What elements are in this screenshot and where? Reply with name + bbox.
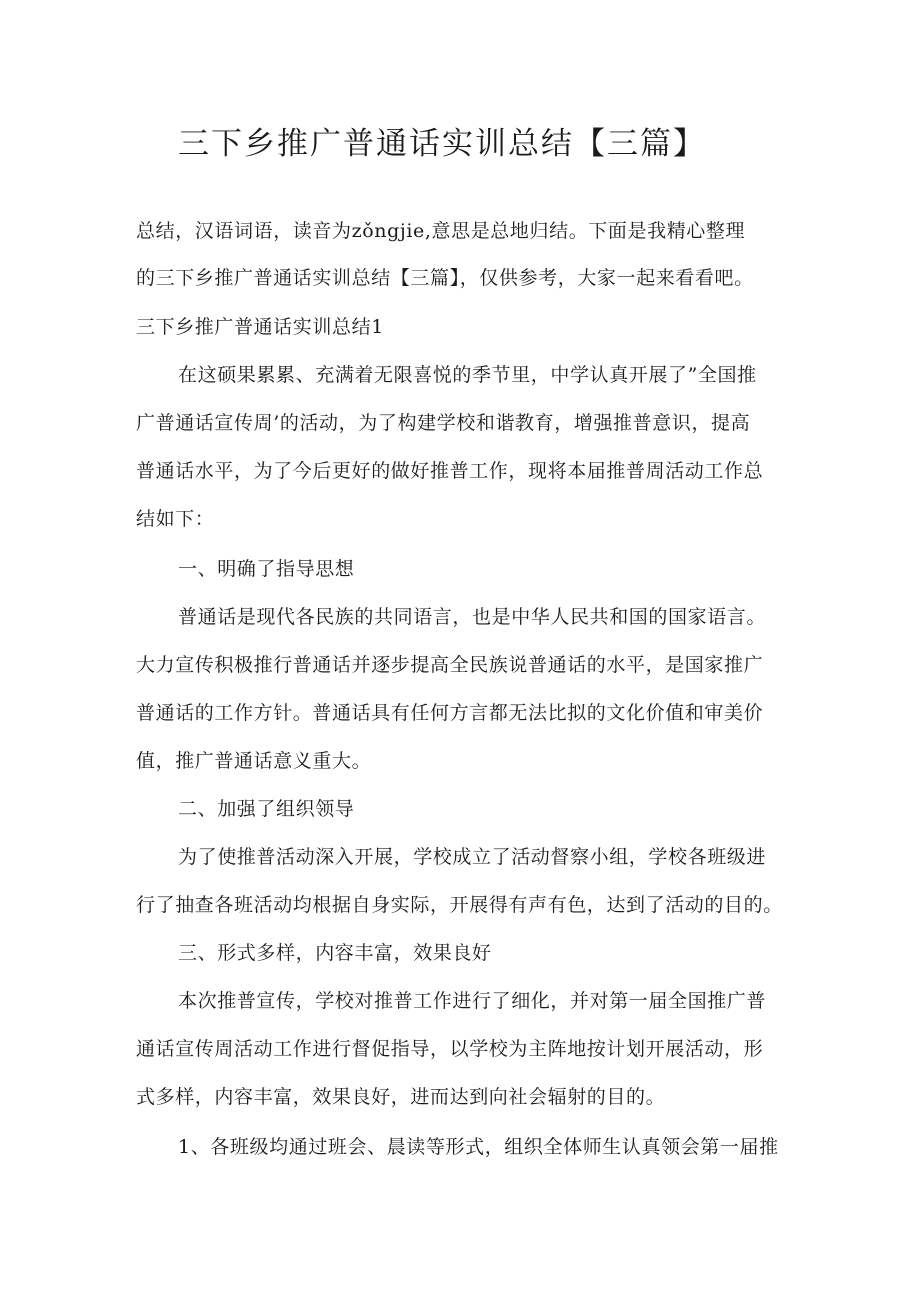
text-line-9: 普通话是现代各民族的共同语言，也是中华人民共和国的国家语言。: [178, 606, 767, 628]
subheading-3: 三、形式多样，内容丰富，效果良好: [178, 942, 492, 964]
text-line-19: 式多样，内容丰富，效果良好，进而达到向社会辐射的目的。: [136, 1086, 666, 1108]
text-line-7: 结如下：: [136, 508, 215, 530]
text-line-10: 大力宣传积极推行普通话并逐步提高全民族说普通话的水平，是国家推广: [136, 654, 764, 676]
text-line-5: 广普通话宣传周’的活动，为了构建学校和谐教育，增强推普意识，提高: [136, 412, 751, 434]
text-line-4: 在这硕果累累、充满着无限喜悦的季节里，中学认真开展了”全国推: [178, 364, 757, 386]
text-line-11: 普通话的工作方针。普通话具有任何方言都无法比拟的文化价值和审美价: [136, 702, 764, 724]
text-line-12: 值，推广普通话意义重大。: [136, 750, 372, 772]
text-line-20: 1、各班级均通过班会、晨读等形式，组织全体师生认真领会第一届推: [178, 1136, 779, 1158]
text-line-17: 本次推普宣传，学校对推普工作进行了细化，并对第一届全国推广普: [178, 990, 767, 1012]
subheading-1: 一、明确了指导思想: [178, 558, 355, 580]
document-title: 三下乡推广普通话实训总结【三篇】: [178, 126, 706, 162]
text-line-14: 为了使推普活动深入开展，学校成立了活动督察小组，学校各班级进: [178, 846, 767, 868]
text-line-2: 的三下乡推广普通话实训总结【三篇】，仅供参考，大家一起来看看吧。: [136, 267, 754, 289]
text-line-18: 通话宣传周活动工作进行督促指导，以学校为主阵地按计划开展活动，形: [136, 1038, 764, 1060]
text-line-6: 普通话水平，为了今后更好的做好推普工作，现将本届推普周活动工作总: [136, 460, 764, 482]
text-line-15: 行了抽查各班活动均根据自身实际，开展得有声有色，达到了活动的目的。: [136, 894, 783, 916]
section-heading-1: 三下乡推广普通话实训总结1: [136, 316, 384, 338]
subheading-2: 二、加强了组织领导: [178, 798, 355, 820]
text-line-1: 总结，汉语词语，读音为zǒngjie,意思是总地归结。下面是我精心整理: [136, 220, 746, 242]
